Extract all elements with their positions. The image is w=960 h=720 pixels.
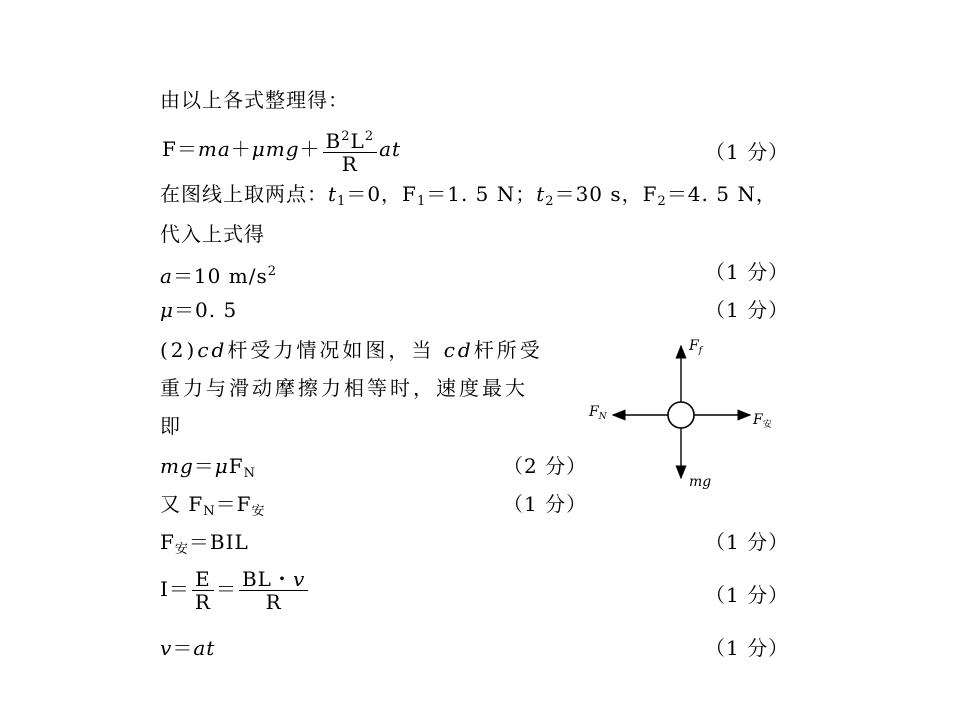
score-eq-i: （1 分）	[705, 583, 790, 607]
label-mg: mg	[689, 474, 712, 490]
eq1-ma: ma	[197, 137, 231, 161]
score-eq1: （1 分）	[705, 140, 790, 164]
eq1-fraction: $\frac{B^2L^2}{R}$	[323, 126, 378, 175]
score-eq-mg: （2 分）	[503, 454, 588, 478]
eq1-mumg: μmg	[251, 137, 300, 161]
intro-line: 由以上各式整理得：	[160, 88, 349, 112]
equation-current: I＝ $\frac{E}{R}$ ＝ $\frac{BL・v}{R}$	[160, 568, 310, 618]
para-two-points: 在图线上取两点：$t_1=0$，$F_1=1$. 5 N；$t_2=30$ s，$F_2=4$. 5 N，	[160, 182, 777, 209]
label-ff: $F_f$	[689, 338, 703, 356]
equation-fn: 又 $F_N=F_安$	[160, 492, 266, 519]
force-diagram	[585, 330, 785, 490]
label-fn: $F_N$	[589, 404, 607, 422]
equation-mu: μ＝0. 5	[160, 298, 238, 322]
equation-acceleration: a＝10 $m/s^2$	[160, 264, 277, 288]
eq1-plus2: ＋	[299, 137, 321, 161]
part2-line2: 重力与滑动摩擦力相等时，速度最大	[160, 376, 528, 400]
score-eq-fn: （1 分）	[503, 492, 588, 516]
para-substitute: 代入上式得	[160, 222, 265, 246]
score-eq-a: （1 分）	[705, 260, 790, 284]
equation-f-an: $F_安=BIL$	[160, 530, 249, 557]
equation-mg: $mg=\mu F_N$	[160, 454, 257, 481]
part2-line3: 即	[160, 414, 181, 438]
eq1-at: at	[379, 137, 402, 161]
eq1-plus: ＋	[230, 137, 252, 161]
score-eq-f-an: （1 分）	[705, 530, 790, 554]
score-eq-v: （1 分）	[705, 636, 790, 660]
score-eq-mu: （1 分）	[705, 298, 790, 322]
equation-force	[162, 126, 401, 174]
part2-line1: (2)cd杆受力情况如图，当 cd杆所受	[160, 338, 543, 362]
equation-velocity: v＝at	[160, 636, 216, 660]
rod-circle	[668, 402, 694, 428]
label-fan: $F_安$	[753, 412, 772, 430]
eq1-lhs: F＝	[162, 137, 198, 161]
